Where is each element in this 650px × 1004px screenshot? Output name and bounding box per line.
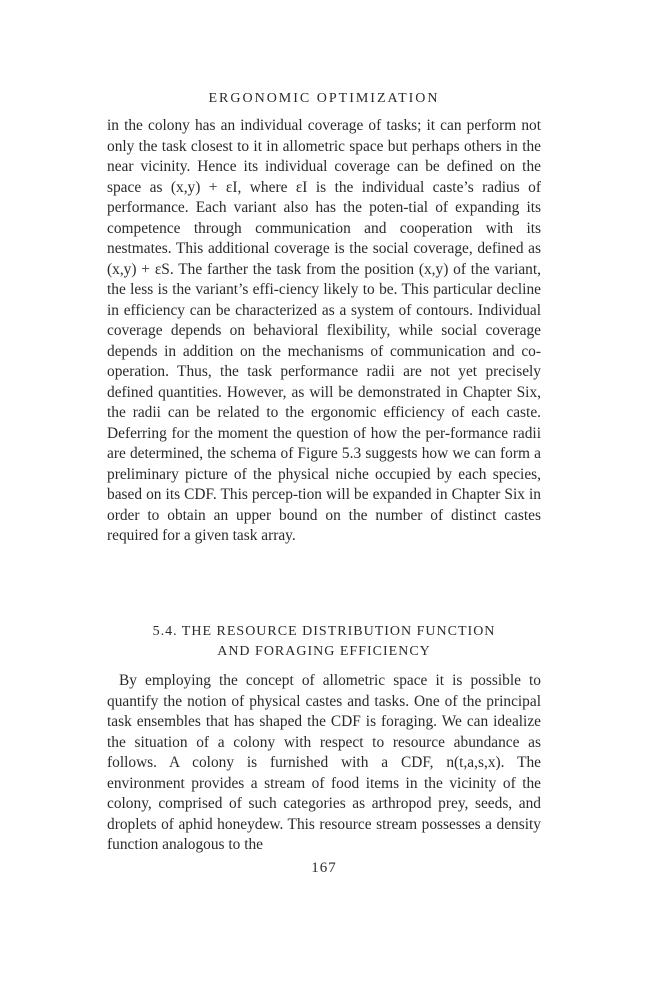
- running-head: ERGONOMIC OPTIMIZATION: [208, 91, 440, 106]
- section-heading-line-1: 5.4. THE RESOURCE DISTRIBUTION FUNCTION: [152, 624, 496, 639]
- body-paragraph-1: in the colony has an individual coverage of tasks; it can perform not only the task closest to it in allometric space but perhaps others in the near vicinity. Hence its individual coverage can be defined on the space as (x,y) + εI, where εI is the individual caste’s radius of performance. Each variant also has the poten-tial of expanding its competence through communication and cooperation with its nestmates. This additional coverage is the social coverage, defined as (x,y) + εS. The farther the task from the position (x,y) of the variant, the less is the variant’s effi-ciency likely to be. This particular decline in efficiency can be characterized as a system of contours. Individual coverage depends on behavioral flexibility, while social coverage depends in addition on the mechanisms of communication and co-operation. Thus, the task performance radii are not yet precisely defined quantities. However, as will be demonstrated in Chapter Six, the radii can be related to the ergonomic efficiency of each caste. Deferring for the moment the question of how the per-formance radii are determined, the schema of Figure 5.3 suggests how we can form a preliminary picture of the physical niche occupied by each species, based on its CDF. This percep-tion will be expanded in Chapter Six in order to obtain an upper bound on the number of distinct castes required for a given task array.: [107, 117, 541, 544]
- body-paragraph-2: By employing the concept of allometric space it is possible to quantify the notion of physical castes and tasks. One of the principal task ensembles that has shaped the CDF is foraging. We can idealize the situation of a colony with respect to resource abundance as follows. A colony is furnished with a CDF, n(t,a,s,x). The environment provides a stream of food items in the vicinity of the colony, comprised of such categories as arthropod prey, seeds, and droplets of aphid honeydew. This resource stream possesses a density function analogous to the: [107, 672, 541, 853]
- page-number: 167: [311, 860, 337, 876]
- section-heading: [107, 622, 541, 662]
- section-heading-line-2: AND FORAGING EFFICIENCY: [217, 644, 431, 659]
